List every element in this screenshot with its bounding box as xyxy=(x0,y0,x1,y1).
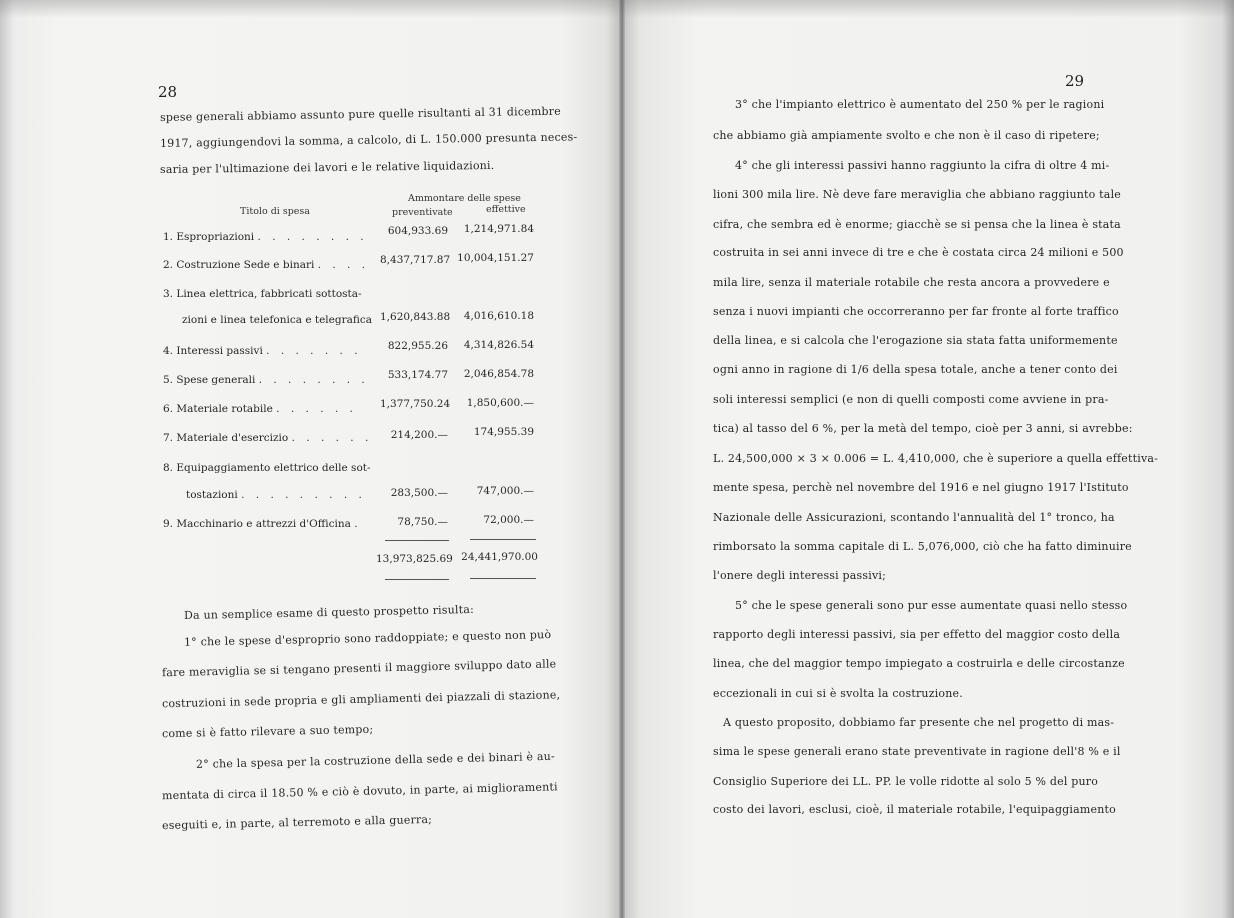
body-line: lioni 300 mila lire. Nè deve fare meraviglia che abbiano raggiunto tale xyxy=(713,188,1121,201)
body-line: 5° che le spese generali sono pur esse aumentate quasi nello stesso xyxy=(735,599,1128,612)
table-cell-effettive: 1,214,971.84 xyxy=(463,223,534,235)
table-cell-effettive: 72,000.— xyxy=(483,514,534,526)
body-line: L. 24,500,000 × 3 × 0.006 = L. 4,410,000, che è superiore a quella effettiva- xyxy=(713,452,1159,465)
right-page xyxy=(625,0,1234,918)
table-row-label: 8. Equipaggiamento elettrico delle sot- xyxy=(163,462,371,474)
body-line: come si è fatto rilevare a suo tempo; xyxy=(161,722,374,741)
table-cell-preventivate: 604,933.69 xyxy=(387,225,448,237)
body-line: rimborsato la somma capitale di L. 5,076,000, ciò che ha fatto diminuire xyxy=(713,540,1132,553)
table-cell-preventivate: 822,955.26 xyxy=(387,340,448,352)
table-cell-effettive: 4,016,610.18 xyxy=(463,310,534,322)
body-line: eseguiti e, in parte, al terremoto e alla guerra; xyxy=(161,812,433,833)
table-cell-preventivate: 533,174.77 xyxy=(387,369,448,381)
body-line: ogni anno in ragione di 1/6 della spesa totale, anche a tener conto dei xyxy=(713,363,1118,376)
page-number-right: 29 xyxy=(1065,72,1085,90)
table-cell-effettive: 2,046,854.78 xyxy=(463,368,534,380)
table-row-label: 1. Espropriazioni . . . . . . . . xyxy=(163,231,368,243)
table-cell-preventivate: 78,750.— xyxy=(397,516,448,528)
table-sum-rule xyxy=(470,539,536,540)
body-line: sima le spese generali erano state preventivate in ragione dell'8 % e il xyxy=(713,745,1121,758)
table-row-label: 3. Linea elettrica, fabbricati sottosta- xyxy=(163,288,362,300)
body-line: l'onere degli interessi passivi; xyxy=(713,569,887,582)
table-cell-preventivate: 1,377,750.24 xyxy=(380,398,451,410)
table-cell-effettive: 174,955.39 xyxy=(473,426,534,438)
table-row-label: 5. Spese generali . . . . . . . . xyxy=(163,374,369,386)
body-line: costo dei lavori, esclusi, cioè, il materiale rotabile, l'equipaggiamento xyxy=(713,803,1116,816)
body-line: mila lire, senza il materiale rotabile che resta ancora a provvedere e xyxy=(713,276,1110,289)
table-row-label: zioni e linea telefonica e telegrafica xyxy=(182,314,373,326)
page-number-left: 28 xyxy=(158,83,178,101)
intro-line: saria per l'ultimazione dei lavori e le relative liquidazioni. xyxy=(159,158,495,177)
table-cell-effettive: 1,850,600.— xyxy=(466,397,534,409)
table-cell-effettive: 4,314,826.54 xyxy=(463,339,534,351)
body-line: linea, che del maggior tempo impiegato a costruirla e delle circostanze xyxy=(713,657,1125,670)
table-row-label: 9. Macchinario e attrezzi d'Officina . xyxy=(163,518,362,530)
body-line: Da un semplice esame di questo prospetto risulta: xyxy=(183,602,475,623)
body-line: rapporto degli interessi passivi, sia per effetto del maggior costo della xyxy=(713,628,1121,641)
table-cell-preventivate: 1,620,843.88 xyxy=(380,311,451,323)
body-line: fare meraviglia se si tengano presenti il maggiore sviluppo dato alle xyxy=(161,657,557,680)
body-line: tica) al tasso del 6 %, per la metà del tempo, cioè per 3 anni, si avrebbe: xyxy=(713,422,1133,435)
table-col-preventivate: preventivate xyxy=(392,207,453,218)
body-line: A questo proposito, dobbiamo far presente che nel progetto di mas- xyxy=(723,716,1115,729)
body-line: Consiglio Superiore dei LL. PP. le volle ridotte al solo 5 % del puro xyxy=(713,775,1099,788)
table-row-label: 7. Materiale d'esercizio . . . . . . xyxy=(163,432,373,444)
table-total-rule xyxy=(385,579,449,580)
body-line: costruzioni in sede propria e gli ampliamenti dei piazzali di stazione, xyxy=(161,688,561,711)
body-line: che abbiamo già ampiamente svolto e che non è il caso di ripetere; xyxy=(713,129,1100,142)
body-line: soli interessi semplici (e non di quelli composti come avviene in pra- xyxy=(713,393,1109,406)
intro-line: 1917, aggiungendovi la somma, a calcolo, di L. 150.000 presunta neces- xyxy=(159,130,578,150)
table-col-title: Titolo di spesa xyxy=(240,206,310,217)
table-cell-preventivate: 8,437,717.87 xyxy=(380,254,451,266)
body-line: eccezionali in cui si è svolta la costruzione. xyxy=(713,687,963,700)
table-cell-preventivate: 214,200.— xyxy=(390,429,448,441)
table-total-preventivate: 13,973,825.69 xyxy=(376,553,453,565)
body-line: 4° che gli interessi passivi hanno raggiunto la cifra di oltre 4 mi- xyxy=(735,159,1110,172)
intro-line: spese generali abbiamo assunto pure quelle risultanti al 31 dicembre xyxy=(159,104,561,124)
table-col-effettive: effettive xyxy=(486,204,526,215)
table-row-label: 2. Costruzione Sede e binari . . . . xyxy=(163,259,370,271)
body-line: costruita in sei anni invece di tre e che è costata circa 24 milioni e 500 xyxy=(713,246,1124,259)
table-row-label: 6. Materiale rotabile . . . . . . xyxy=(163,403,357,415)
body-line: 2° che la spesa per la costruzione della sede e dei binari è au- xyxy=(195,749,555,771)
table-row-label: 4. Interessi passivi . . . . . . . xyxy=(163,345,362,357)
body-line: Nazionale delle Assicurazioni, scontando l'annualità del 1° tronco, ha xyxy=(713,511,1115,524)
body-line: senza i nuovi impianti che occorreranno per far fronte al forte traffico xyxy=(713,305,1119,318)
table-cell-effettive: 10,004,151.27 xyxy=(457,252,534,264)
table-cell-effettive: 747,000.— xyxy=(476,485,534,497)
table-sum-rule xyxy=(385,540,449,541)
body-line: della linea, e si calcola che l'erogazione sia stata fatta uniformemente xyxy=(713,334,1118,347)
body-line: 1° che le spese d'esproprio sono raddoppiate; e questo non può xyxy=(183,628,552,649)
table-row-label: tostazioni . . . . . . . . . xyxy=(186,489,366,501)
body-line: mente spesa, perchè nel novembre del 1916 e nel giugno 1917 l'Istituto xyxy=(713,481,1129,494)
body-line: cifra, che sembra ed è enorme; giacchè se si pensa che la linea è stata xyxy=(713,218,1121,231)
table-total-rule xyxy=(470,578,536,579)
table-group-header: Ammontare delle spese xyxy=(408,193,521,204)
body-line: mentata di circa il 18.50 % e ciò è dovuto, in parte, ai miglioramenti xyxy=(161,780,558,803)
table-cell-preventivate: 283,500.— xyxy=(390,487,448,499)
table-total-effettive: 24,441,970.00 xyxy=(461,551,538,563)
body-line: 3° che l'impianto elettrico è aumentato del 250 % per le ragioni xyxy=(735,98,1105,111)
